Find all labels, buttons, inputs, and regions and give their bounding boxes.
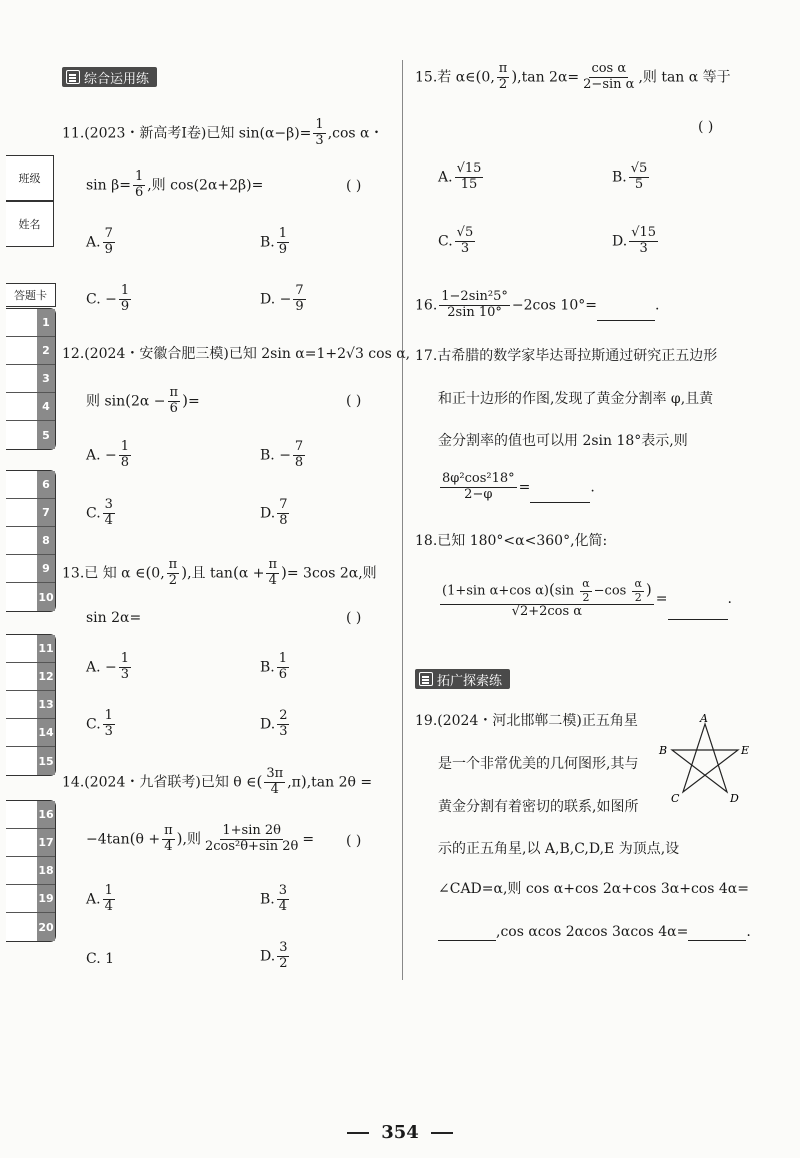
section-tag-extension: 拓广探索练 — [415, 669, 510, 689]
answer-card-group-2 — [6, 470, 56, 612]
pentagram-shape — [672, 724, 738, 792]
q14-option-b[interactable]: B. $\frac{3}{4}$ — [260, 883, 288, 914]
q19-stem-line3: 黄金分割有着密切的联系,如图所 — [438, 799, 639, 815]
answer-cell[interactable]: 18 — [6, 857, 55, 885]
q16-answer-blank[interactable] — [597, 302, 655, 321]
q19-stem-line5: ∠CAD=α,则 cos α+cos 2α+cos 3α+cos 4α= — [438, 881, 749, 897]
answer-card-group-4 — [6, 800, 56, 942]
answer-cell[interactable]: 19 — [6, 885, 55, 913]
answer-cell[interactable]: 14 — [6, 719, 55, 747]
q11-option-c[interactable]: C. − $\frac{1}{9}$ — [86, 283, 130, 314]
q19-answer-blank-1[interactable] — [438, 922, 496, 941]
page-number: 354 — [381, 1122, 419, 1143]
q12-stem-line1: 12.(2024・安徽合肥三模)已知 2sin α=1+2√3 cos α, — [62, 346, 411, 362]
q16-stem: 16. $\frac{\text{1−2sin²5°}}{2\sin 10^\circ}$ −2cos 10°= . — [415, 289, 660, 320]
q15-option-b[interactable]: B. $\frac{√5}{5}$ — [612, 161, 648, 192]
q15-option-a[interactable]: A. $\frac{√15}{15}$ — [438, 161, 482, 192]
q12-option-a[interactable]: A. − $\frac{1}{8}$ — [86, 439, 130, 470]
answer-cell[interactable]: 13 — [6, 691, 55, 719]
q14-option-d[interactable]: D. $\frac{3}{2}$ — [260, 940, 288, 971]
q11-answer-paren[interactable]: ( ) — [346, 178, 362, 194]
pentagram-figure — [655, 712, 775, 802]
q18-expression: (1+sin α+cos α)(sin $\frac{\alpha}{2}$ −cos $\frac{\alpha}{2}$ ) √2+2cos α = . — [442, 577, 732, 620]
answer-card-group-3 — [6, 634, 56, 776]
section-tag-comprehensive: 综合运用练 — [62, 67, 157, 87]
answer-cell[interactable]: 10 — [6, 583, 55, 611]
q19-answer-blank-2[interactable] — [688, 922, 746, 941]
q12-option-d[interactable]: D. $\frac{7}{8}$ — [260, 497, 288, 528]
q19-stem-line6: ,cos αcos 2αcos 3αcos 4α= . — [438, 922, 751, 941]
answer-cell[interactable]: 1 — [6, 309, 55, 337]
vertex-label-b: B — [659, 744, 668, 757]
answer-cell[interactable]: 5 — [6, 421, 55, 449]
vertex-label-e: E — [741, 744, 750, 757]
q12-answer-paren[interactable]: ( ) — [346, 393, 362, 409]
q19-stem-line2: 是一个非常优美的几何图形,其与 — [438, 756, 639, 772]
answer-cell[interactable]: 17 — [6, 829, 55, 857]
q19-stem-line4: 示的正五角星,以 A,B,C,D,E 为顶点,设 — [438, 841, 680, 857]
answer-cell[interactable]: 9 — [6, 555, 55, 583]
q18-answer-blank[interactable] — [668, 601, 728, 620]
q13-option-a[interactable]: A. − $\frac{1}{3}$ — [86, 651, 130, 682]
class-label: 班级 — [6, 155, 54, 201]
q17-answer-blank[interactable] — [530, 484, 590, 503]
q12-option-b[interactable]: B. − $\frac{7}{8}$ — [260, 439, 304, 470]
answer-cell[interactable]: 3 — [6, 365, 55, 393]
q13-option-c[interactable]: C. $\frac{1}{3}$ — [86, 708, 113, 739]
q19-stem-line1: 19.(2024・河北邯郸二模)正五角星 — [415, 713, 638, 729]
q13-option-d[interactable]: D. $\frac{2}{3}$ — [260, 708, 288, 739]
q11-option-a[interactable]: A. $\frac{7}{9}$ — [86, 226, 113, 257]
q14-stem-line1: 14.(2024・九省联考)已知 θ ∈( $\frac{3\pi}{4}$ ,π),tan 2θ = — [62, 766, 373, 797]
name-label: 姓名 — [6, 201, 54, 247]
q14-answer-paren[interactable]: ( ) — [346, 833, 362, 849]
answer-cell[interactable]: 12 — [6, 663, 55, 691]
q12-stem-line2: 则 sin(2α − $\frac{\pi}{6}$ )= — [86, 385, 200, 416]
q13-stem-line2: sin 2α= — [86, 610, 142, 626]
q17-stem-line2: 和正十边形的作图,发现了黄金分割率 φ,且黄 — [438, 391, 714, 407]
q11-option-b[interactable]: B. $\frac{1}{9}$ — [260, 226, 288, 257]
q13-option-b[interactable]: B. $\frac{1}{6}$ — [260, 651, 288, 682]
q17-expression: $\frac{\text{8φ²cos²18°}}{2-\varphi}$ = . — [442, 471, 595, 502]
vertex-label-a: A — [700, 712, 708, 725]
answer-cell[interactable]: 11 — [6, 635, 55, 663]
vertex-label-c: C — [671, 792, 680, 802]
q15-answer-paren[interactable]: ( ) — [698, 119, 714, 135]
answer-cell[interactable]: 2 — [6, 337, 55, 365]
q14-stem-line2: −4tan(θ + $\frac{\pi}{4}$ ),则 $\frac{1+\sin 2\theta}{\text{2cos²θ+sin 2θ}}$ = — [86, 823, 315, 854]
q13-stem-line1: 13.已 知 α ∈(0, $\frac{\pi}{2}$ ),且 tan(α + $\frac{\pi}{4}$ )= 3cos 2α,则 — [62, 557, 377, 588]
answer-cell[interactable]: 16 — [6, 801, 55, 829]
q17-stem-line1: 17.古希腊的数学家毕达哥拉斯通过研究正五边形 — [415, 348, 718, 364]
q15-option-c[interactable]: C. $\frac{√5}{3}$ — [438, 225, 474, 256]
q11-stem-line1: 11.(2023・新高考Ⅰ卷)已知 sin(α−β)= $\frac{1}{3}$ ,cos α・ — [62, 117, 384, 148]
q12-option-c[interactable]: C. $\frac{3}{4}$ — [86, 497, 113, 528]
answer-cell[interactable]: 8 — [6, 527, 55, 555]
answer-cell[interactable]: 7 — [6, 499, 55, 527]
page-footer — [0, 1122, 800, 1143]
q13-answer-paren[interactable]: ( ) — [346, 610, 362, 626]
answer-cell[interactable]: 15 — [6, 747, 55, 775]
answer-cell[interactable]: 4 — [6, 393, 55, 421]
answer-cell[interactable]: 20 — [6, 913, 55, 941]
q15-option-d[interactable]: D. $\frac{√15}{3}$ — [612, 225, 657, 256]
q14-option-a[interactable]: A. $\frac{1}{4}$ — [86, 883, 113, 914]
column-divider — [402, 60, 403, 980]
answer-cell[interactable]: 6 — [6, 471, 55, 499]
q17-stem-line3: 金分割率的值也可以用 2sin 18°表示,则 — [438, 433, 688, 449]
q14-option-c[interactable]: C. 1 — [86, 951, 115, 967]
answer-card-group-1 — [6, 308, 56, 450]
q18-stem-line1: 18.已知 180°<α<360°,化简: — [415, 533, 608, 549]
vertex-label-d: D — [730, 792, 739, 802]
q11-option-d[interactable]: D. − $\frac{7}{9}$ — [260, 283, 304, 314]
q15-stem: 15.若 α∈(0, $\frac{\pi}{2}$ ),tan 2α= $\frac{\text{cos α}}{\text{2−sin α}}$ ,则 tan α 等于 — [415, 61, 731, 92]
book-icon — [66, 70, 80, 84]
answer-card-label: 答题卡 — [6, 283, 56, 307]
q11-stem-line2: sin β= $\frac{1}{6}$ ,则 cos(2α+2β)= — [86, 169, 264, 200]
book-icon — [419, 672, 433, 686]
